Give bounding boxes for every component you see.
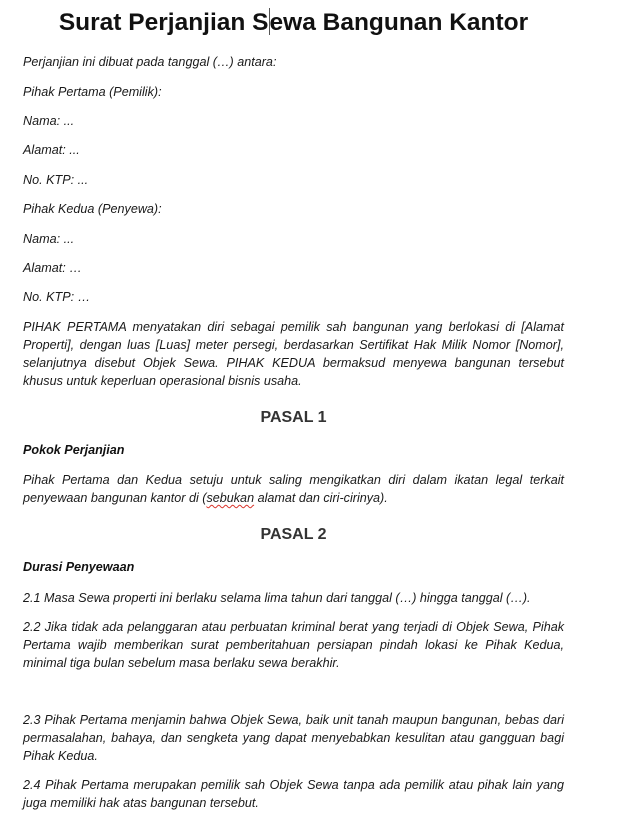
pasal-1-paragraph (23, 471, 564, 507)
pihak-pertama-nama: Nama: ... (23, 114, 75, 128)
pihak-kedua-heading: Pihak Kedua (Penyewa): (23, 202, 162, 216)
pihak-kedua-nama: Nama: ... (23, 232, 75, 246)
spelling-error-word[interactable]: sebukan (206, 491, 255, 505)
pasal-2-heading: PASAL 2 (260, 526, 327, 543)
recital-paragraph: PIHAK PERTAMA menyatakan diri sebagai pemilik sah bangunan yang berlokasi di [Alamat Properti], dengan luas [Luas] meter persegi, berdasarkan Sertifikat Hak Milik Nomor [Nomor], selanjutnya disebut Objek Sewa. PIHAK KEDUA bermaksud menyewa bangunan tersebut khusus untuk keperluan operasional bisnis usaha. (23, 320, 564, 388)
intro-line: Perjanjian ini dibuat pada tanggal (…) antara: (23, 55, 277, 69)
pihak-kedua-alamat: Alamat: … (23, 261, 82, 275)
pasal-2-item-4: 2.4 Pihak Pertama merupakan pemilik sah Objek Sewa tanpa ada pemilik atau pihak lain yang juga memiliki hak atas bangunan tersebut. (23, 778, 564, 810)
pihak-pertama-ktp: No. KTP: ... (23, 173, 89, 187)
pasal-2-subheading: Durasi Penyewaan (23, 560, 135, 574)
pasal-1-heading: PASAL 1 (260, 409, 327, 426)
title-text-part1: Surat Perjanjian S (58, 9, 269, 36)
pasal-2-item-3: 2.3 Pihak Pertama menjamin bahwa Objek Sewa, baik unit tanah maupun bangunan, bebas dari permasalahan, bahaya, dan sengketa yang dapat menyebabkan kesulitan atau gangguan bagi Pihak Kedua. (23, 713, 564, 763)
pasal-2-item-1: 2.1 Masa Sewa properti ini berlaku selama lima tahun dari tanggal (…) hingga tanggal (…). (23, 591, 531, 605)
title-text-part2: ewa Bangunan Kantor (269, 9, 529, 36)
pihak-kedua-ktp: No. KTP: … (23, 290, 91, 304)
pasal-1-text-before: Pihak Pertama dan Kedua setuju untuk saling mengikatkan diri dalam ikatan legal terkait penyewaan bangunan kantor di ( (23, 473, 564, 505)
pasal-1-subheading: Pokok Perjanjian (23, 443, 125, 457)
pasal-2-item-2: 2.2 Jika tidak ada pelanggaran atau perbuatan kriminal berat yang terjadi di Objek Sewa, Pihak Pertama wajib memberikan surat pemberitahuan persiapan pindah lokasi ke Pihak Kedua, minimal tiga bulan sebelum masa berlaku sewa berakhir. (23, 620, 564, 670)
pasal-1-text-after: alamat dan ciri-cirinya). (254, 491, 388, 505)
document-title[interactable] (0, 8, 587, 37)
pihak-pertama-heading: Pihak Pertama (Pemilik): (23, 85, 162, 99)
pihak-pertama-alamat: Alamat: ... (23, 143, 80, 157)
